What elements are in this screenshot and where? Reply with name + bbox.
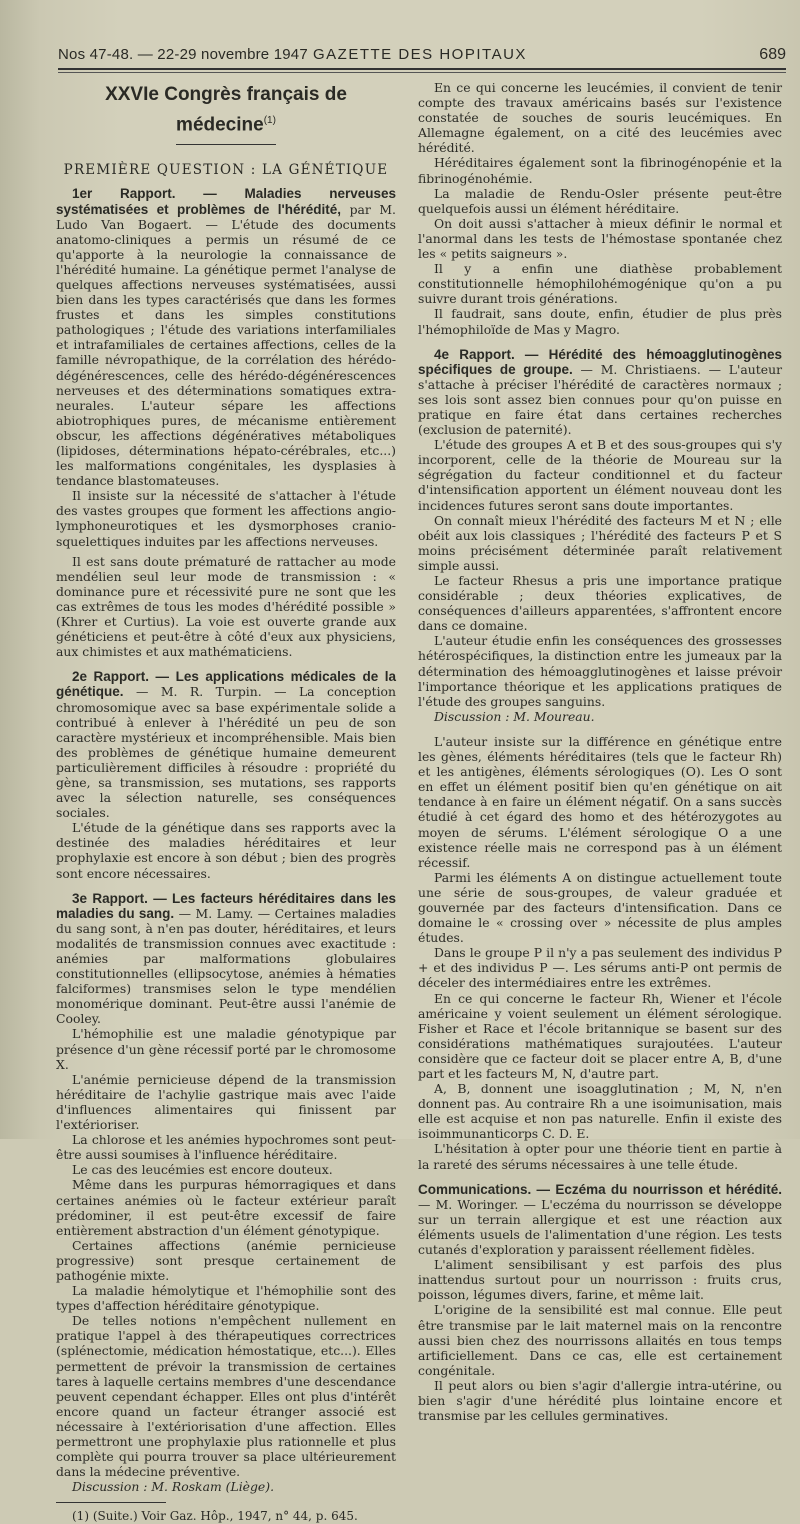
report-2-heading: 2e Rapport. — Les applications médicales de la génétique.	[56, 669, 396, 700]
left-column	[56, 80, 396, 1524]
report-3-heading: 3e Rapport. — Les facteurs héréditaires dans les maladies du sang.	[56, 890, 396, 921]
paragraph: En ce qui concerne le facteur Rh, Wiener et l'école américaine y voient seulement un élément sérologique. Fisher et Race et l'école britannique se basent sur des considérations mathématiques surajoutées. L'auteur considère que ce facteur doit se placer entre A, B, d'une part et les facteurs M, N, d'autre part.	[418, 990, 782, 1081]
section-title: PREMIÈRE QUESTION : LA GÉNÉTIQUE	[63, 162, 389, 179]
report-4-paragraph: 4e Rapport. — Hérédité des hémoagglutinogènes spécifiques de groupe. — M. Christiaens. — L'auteur s'attache à préciser l'hérédité de caractères normaux ; ses lois sont assez bien connues pour qu'on puisse en pratique en faire état dans certaines recherches (exclusion de paternité).	[418, 346, 782, 438]
communication-paragraph: Communications. — Eczéma du nourrisson et hérédité. — M. Woringer. — L'eczéma du nourrisson se développe sur un terrain allergique et est une réaction aux éléments usuels de l'alimentation d'une région. Les tests cutanés d'exploration y paraissent réellement fidèles.	[418, 1181, 782, 1258]
communication-heading: Communications. — Eczéma du nourrisson et hérédité.	[418, 1181, 782, 1197]
discussion-line: Discussion : M. Moureau.	[434, 708, 595, 724]
report-2-paragraph: 2e Rapport. — Les applications médicales de la génétique. — M. R. Turpin. — La conception chromosomique avec sa base expérimentale solide a contribué à enlever à l'hérédité un peu de son caractère mystérieux et incompréhensible. Mais bien des problèmes de génétique humaine demeurent particulièrement difficiles à résoudre : propriété du gène, sa transmission, ses mutations, ses rapports avec la sélection naturelle, ses conséquences sociales.	[56, 669, 396, 821]
paragraph: L'auteur étudie enfin les conséquences des grossesses hétérospécifiques, la distinction entre les jumeaux par la détermination des hémoagglutinogènes et laisse prévoir l'importance théorique et les applications pratiques de l'étude des groupes sanguins.	[418, 633, 782, 709]
paragraph: En ce qui concerne les leucémies, il convient de tenir compte des travaux américains basés sur l'existence constatée de souches de souris leucémiques. En Allemagne également, on a cité des leucémies avec hérédité.	[418, 80, 782, 156]
paragraph: Le facteur Rhesus a pris une importance pratique considérable ; deux théories explicatives, de conséquences d'ailleurs apparentées, s'affrontent encore dans ce domaine.	[418, 573, 782, 634]
paragraph: L'anémie pernicieuse dépend de la transmission héréditaire de l'achylie gastrique mais avec l'aide d'influences alimentaires qui finissent par l'extérioriser.	[56, 1071, 396, 1133]
paragraph: L'hésitation à opter pour une théorie tient en partie à la rareté des sérums nécessaires à une telle étude.	[418, 1141, 782, 1172]
paragraph: Parmi les éléments A on distingue actuellement toute une série de sous-groupes, de valeur graduée et gouvernée par des facteurs d'intensification. Dans ce domaine le « crossing over » nécessite de plus amples études.	[418, 869, 782, 946]
article-title: XXVIe Congrès français de médecine$^{(1)}$	[105, 84, 347, 136]
paragraph: Il insiste sur la nécessité de s'attacher à l'étude des vastes groupes que forment les affections angio-lymphoneurotiques et les dysmorphoses cranio-squelettiques induites par les affections nerveuses.	[56, 488, 396, 549]
paragraph: On doit aussi s'attacher à mieux définir le normal et l'anormal dans les tests de l'hémostase spontanée chez les « petits saigneurs ».	[418, 215, 782, 262]
paragraph: Il y a enfin une diathèse probablement constitutionnelle hémophilohémogénique qu'on a pu suivre durant trois générations.	[418, 261, 782, 307]
paragraph: A, B, donnent une isoagglutination ; M, N, n'en donnent pas. Au contraire Rh a une isoimunisation, mais elle est acquise et non pas naturelle. Enfin il existe des isoimmunanticorps C. D. E.	[418, 1081, 782, 1142]
report-1-heading: 1er Rapport. — Maladies nerveuses systématisées et problèmes de l'hérédité,	[56, 186, 396, 217]
paragraph: L'auteur insiste sur la différence en génétique entre les gènes, éléments héréditaires (tels que le facteur Rh) et les antigènes, éléments sérologiques (O). Les O sont en effet un élément positif bien qu'en génétique on ait tendance à en faire un élément négatif. On a sans succès étudié à cet égard des homo et des hétérozygotes au moyen de sérums. L'élément sérologique O a une existence réelle mais ne correspond pas à un élément récessif.	[418, 733, 782, 870]
paragraph: Il faudrait, sans doute, enfin, étudier de plus près l'hémophiloïde de Mas y Magro.	[418, 306, 782, 337]
journal-title: GAZETTE DES HOPITAUX	[313, 46, 527, 63]
paragraph: Il est sans doute prématuré de rattacher au mode mendélien seul leur mode de transmission : « dominance pure et récessivité pure ne sont que les cas extrêmes de tous les modes d'hérédité possible » (Khrer et Curtius). La voie est ouverte grande aux généticiens et peut-être à côté d'eux aux physiciens, aux chimistes et aux mathématiciens.	[56, 553, 396, 660]
page-header	[58, 44, 786, 68]
paragraph: La chlorose et les anémies hypochromes sont peut-être aussi soumises à l'influence héréditaire.	[56, 1132, 396, 1163]
issue-line: Nos 47-48. — 22-29 novembre 1947	[58, 46, 308, 63]
paragraph: Certaines affections (anémie pernicieuse progressive) sont presque certainement de pathogénie mixte.	[56, 1237, 396, 1283]
paragraph: Même dans les purpuras hémorragiques et dans certaines anémies où le facteur extérieur paraît prédominer, il est peut-être excessif de faire entièrement abstraction d'un élément génotypique.	[56, 1177, 396, 1238]
paragraph: Il peut alors ou bien s'agir d'allergie intra-utérine, ou bien s'agir d'une hérédité plus lointaine encore et transmise par les cellules germinatives.	[418, 1377, 782, 1424]
paragraph: L'origine de la sensibilité est mal connue. Elle peut être transmise par le lait maternel mais on la rencontre aussi bien chez des nourrissons allaités en tous temps artificiellement. Dans ce cas, elle est certainement congénitale.	[418, 1302, 782, 1378]
paragraph: Le cas des leucémies est encore douteux.	[72, 1162, 333, 1178]
paragraph: On connaît mieux l'hérédité des facteurs M et N ; elle obéit aux lois classiques ; l'hérédité des facteurs P et S moins précisément déterminée paraît relativement simple aussi.	[418, 512, 782, 573]
page-number: 689	[759, 46, 786, 63]
footnote-rule	[56, 1502, 166, 1503]
header-rule	[58, 68, 786, 70]
paragraph: La maladie hémolytique et l'hémophilie sont des types d'affection héréditaire génotypique.	[56, 1283, 396, 1314]
paragraph: L'aliment sensibilisant y est parfois des plus inattendus surtout pour un nourrisson : fruits crus, poisson, légumes divers, farine, et même lait.	[418, 1257, 782, 1303]
paragraph: La maladie de Rendu-Osler présente peut-être quelquefois aussi un élément héréditaire.	[418, 185, 782, 216]
header-rule-thin	[58, 72, 786, 73]
paragraph: L'étude des groupes A et B et des sous-groupes qui s'y incorporent, celle de la théorie de Moureau sur la ségrégation du facteur conditionnel et du facteur d'intensification apportent un élément nouveau dont les incidences futures seront sans doute importantes.	[418, 437, 782, 513]
report-3-paragraph: 3e Rapport. — Les facteurs héréditaires dans les maladies du sang. — M. Lamy. — Certaines maladies du sang sont, à n'en pas douter, héréditaires, et leurs modalités de transmission connues avec exactitude : anémies par malformations globulaires constitutionnelles (ellipsocytose, anémies à hématies falciformes) transmises selon le type mendélien monomérique dominant. Peut-être aussi l'anémie de Cooley.	[56, 890, 396, 1027]
title-footnote-mark: (1)	[263, 115, 276, 126]
paragraph: L'hémophilie est une maladie génotypique par présence d'un gène récessif porté par le chromosome X.	[56, 1026, 396, 1072]
report-4-heading: 4e Rapport. — Hérédité des hémoagglutinogènes spécifiques de groupe.	[418, 346, 782, 377]
right-column	[418, 80, 782, 1423]
title-rule	[176, 144, 276, 145]
discussion-line: Discussion : M. Roskam (Liège).	[72, 1479, 275, 1495]
paragraph: Dans le groupe P il n'y a pas seulement des individus P + et des individus P —. Les sérums anti-P ont permis de déceler des intermédiaires entre les extrêmes.	[418, 945, 782, 991]
paragraph: L'étude de la génétique dans ses rapports avec la destinée des maladies héréditaires et leur prophylaxie est encore à son début ; bien des progrès sont encore nécessaires.	[56, 820, 396, 881]
paragraph: Héréditaires également sont la fibrinogénopénie et la fibrinogénohémie.	[418, 155, 782, 186]
paragraph: De telles notions n'empêchent nullement en pratique l'appel à des thérapeutiques correctrices (splénectomie, médication hémostatique, etc...). Elles permettent de prévoir la transmission de certaines tares à laquelle certains membres d'une descendance peuvent cependant échapper. Elles ont plus d'intérêt encore quand un facteur étranger associé est nécessaire à l'extériorisation d'une affection. Elles permettront une prophylaxie plus rationnelle et plus complète qui pourra trouver sa place ultérieurement dans la médecine préventive.	[56, 1313, 396, 1480]
footnote: (1) (Suite.) Voir Gaz. Hôp., 1947, n° 44, p. 645.	[72, 1509, 358, 1524]
report-1-paragraph: 1er Rapport. — Maladies nerveuses systématisées et problèmes de l'hérédité, par M. Ludo Van Bogaert. — L'étude des documents anatomo-cliniques a permis un résumé de ce qu'apporte à la neurologie la connaissance de l'hérédité humaine. La génétique permet l'analyse de quelques affections nerveuses systématisées, aussi bien dans les types caractérisés que dans les formes frustes et dans les simples constitutions pathologiques ; l'étude des variations interfamiliales et intrafamiliales de certaines affections, celles de la famille névropathique, de la corrélation des hérédo-dégénérescences, celle des hérédo-dégénérescences nerveuses et des déterminations somatiques extra-neurales. L'auteur sépare les affections abiotrophiques pures, de mécanisme entièrement obscur, les affections dégénératives métaboliques (lipidoses, déterminations hépato-cérébrales, etc...) les malformations congénitales, les dysplasies à tendance blastomateuses.	[56, 186, 396, 489]
